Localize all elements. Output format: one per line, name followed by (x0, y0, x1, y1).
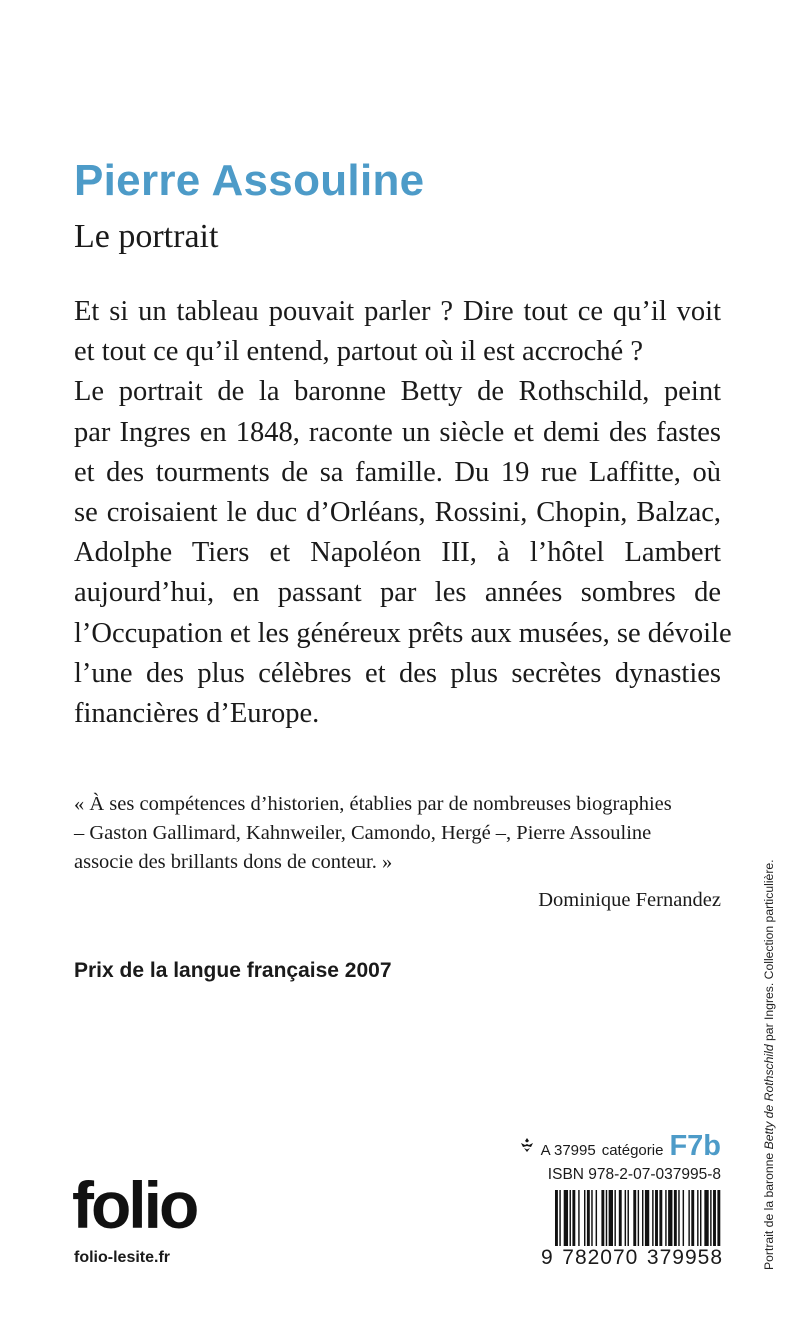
publisher-code: A 37995 (540, 1142, 596, 1159)
barcode-bar (606, 1190, 607, 1246)
barcode-bar (678, 1190, 679, 1246)
barcode-bar (691, 1190, 694, 1246)
barcode-bar (688, 1190, 689, 1246)
barcode-bar (668, 1190, 672, 1246)
barcode-bar (578, 1190, 579, 1246)
barcode-bar (570, 1190, 571, 1246)
barcode-bar (609, 1190, 613, 1246)
barcode-bar (614, 1190, 615, 1246)
blurb-line: Le portrait de la baronne Betty de Rothschild, peint (74, 376, 721, 408)
folio-logo: folio (72, 1168, 197, 1242)
barcode-bar (683, 1190, 684, 1246)
blurb-line: et des tourments de sa famille. Du 19 rue Laffitte, où (74, 456, 721, 488)
blurb-line: Et si un tableau pouvait parler ? Dire tout ce qu’il voit (74, 296, 721, 327)
blurb-line: par Ingres en 1848, raconte un siècle et demi des fastes (74, 416, 721, 448)
barcode-bar (633, 1190, 636, 1246)
blurb-line: l’une des plus célèbres et des plus secrètes dynasties (74, 657, 721, 689)
barcode-bar (638, 1190, 639, 1246)
barcode-bar (572, 1190, 575, 1246)
barcode-bar (697, 1190, 698, 1246)
review-quote (74, 790, 724, 877)
ean-digit-group: 9 (541, 1246, 554, 1269)
barcode-bar (625, 1190, 626, 1246)
blurb-line: et tout ce qu’il entend, partout où il est accroché ? (74, 336, 643, 368)
quote-line: « À ses compétences d’historien, établies par de nombreuses biographies (74, 793, 672, 815)
category-label: catégorie (601, 1142, 664, 1159)
category-code: F7b (669, 1130, 721, 1162)
isbn: ISBN 978-2-07-037995-8 (547, 1166, 721, 1183)
blurb-line: Adolphe Tiers et Napoléon III, à l’hôtel Lambert (74, 537, 721, 569)
barcode-bar (652, 1190, 653, 1246)
ean-digits (541, 1246, 723, 1270)
barcode-bar (559, 1190, 560, 1246)
blurb (74, 292, 732, 734)
barcode-bar (619, 1190, 622, 1246)
catalog-code-row (519, 1130, 721, 1160)
barcode-bar (555, 1190, 558, 1246)
cover-credit (762, 859, 776, 1270)
barcode-bar (628, 1190, 629, 1246)
barcode-bar (655, 1190, 658, 1246)
barcode-bar (642, 1190, 643, 1246)
barcode-bar (717, 1190, 720, 1246)
quote-line: – Gaston Gallimard, Kahnweiler, Camondo, Hergé –, Pierre Assouline (74, 822, 652, 844)
blurb-line: se croisaient le duc d’Orléans, Rossini, Chopin, Balzac, (74, 497, 721, 529)
blurb-line: l’Occupation et les généreux prêts aux musées, se dévoile (74, 617, 732, 649)
author-name: Pierre Assouline (74, 156, 425, 205)
ean-digit-group: 379958 (646, 1246, 723, 1269)
barcode-bar (659, 1190, 662, 1246)
book-title: Le portrait (74, 218, 219, 255)
cover-credit-artwork: Betty de Rothschild (762, 1044, 776, 1150)
barcode-bar (700, 1190, 701, 1246)
barcode-bar (596, 1190, 597, 1246)
barcode (541, 1190, 723, 1252)
barcode-bar (674, 1190, 677, 1246)
barcode-bar (591, 1190, 592, 1246)
barcode-bar (584, 1190, 585, 1246)
cover-credit-prefix: Portrait de la baronne (762, 1149, 776, 1270)
quote-attribution: Dominique Fernandez (538, 889, 721, 911)
barcode-bar (710, 1190, 711, 1246)
barcode-bar (564, 1190, 568, 1246)
barcode-bar (601, 1190, 604, 1246)
barcode-bar (587, 1190, 590, 1246)
ean-digit-group: 782070 (562, 1246, 639, 1269)
barcode-bar (665, 1190, 666, 1246)
website-url: folio-lesite.fr (74, 1249, 171, 1266)
prize-label: Prix de la langue française 2007 (74, 959, 392, 982)
barcode-bar (645, 1190, 649, 1246)
gallimard-emblem-icon (519, 1137, 535, 1153)
blurb-line: financières d’Europe. (74, 698, 320, 730)
cover-credit-suffix: par Ingres. Collection particulière. (762, 859, 776, 1045)
barcode-bar (704, 1190, 708, 1246)
quote-line: associe des brillants dons de conteur. » (74, 851, 393, 873)
blurb-line: aujourd’hui, en passant par les années sombres de (74, 577, 721, 609)
barcode-bar (713, 1190, 716, 1246)
